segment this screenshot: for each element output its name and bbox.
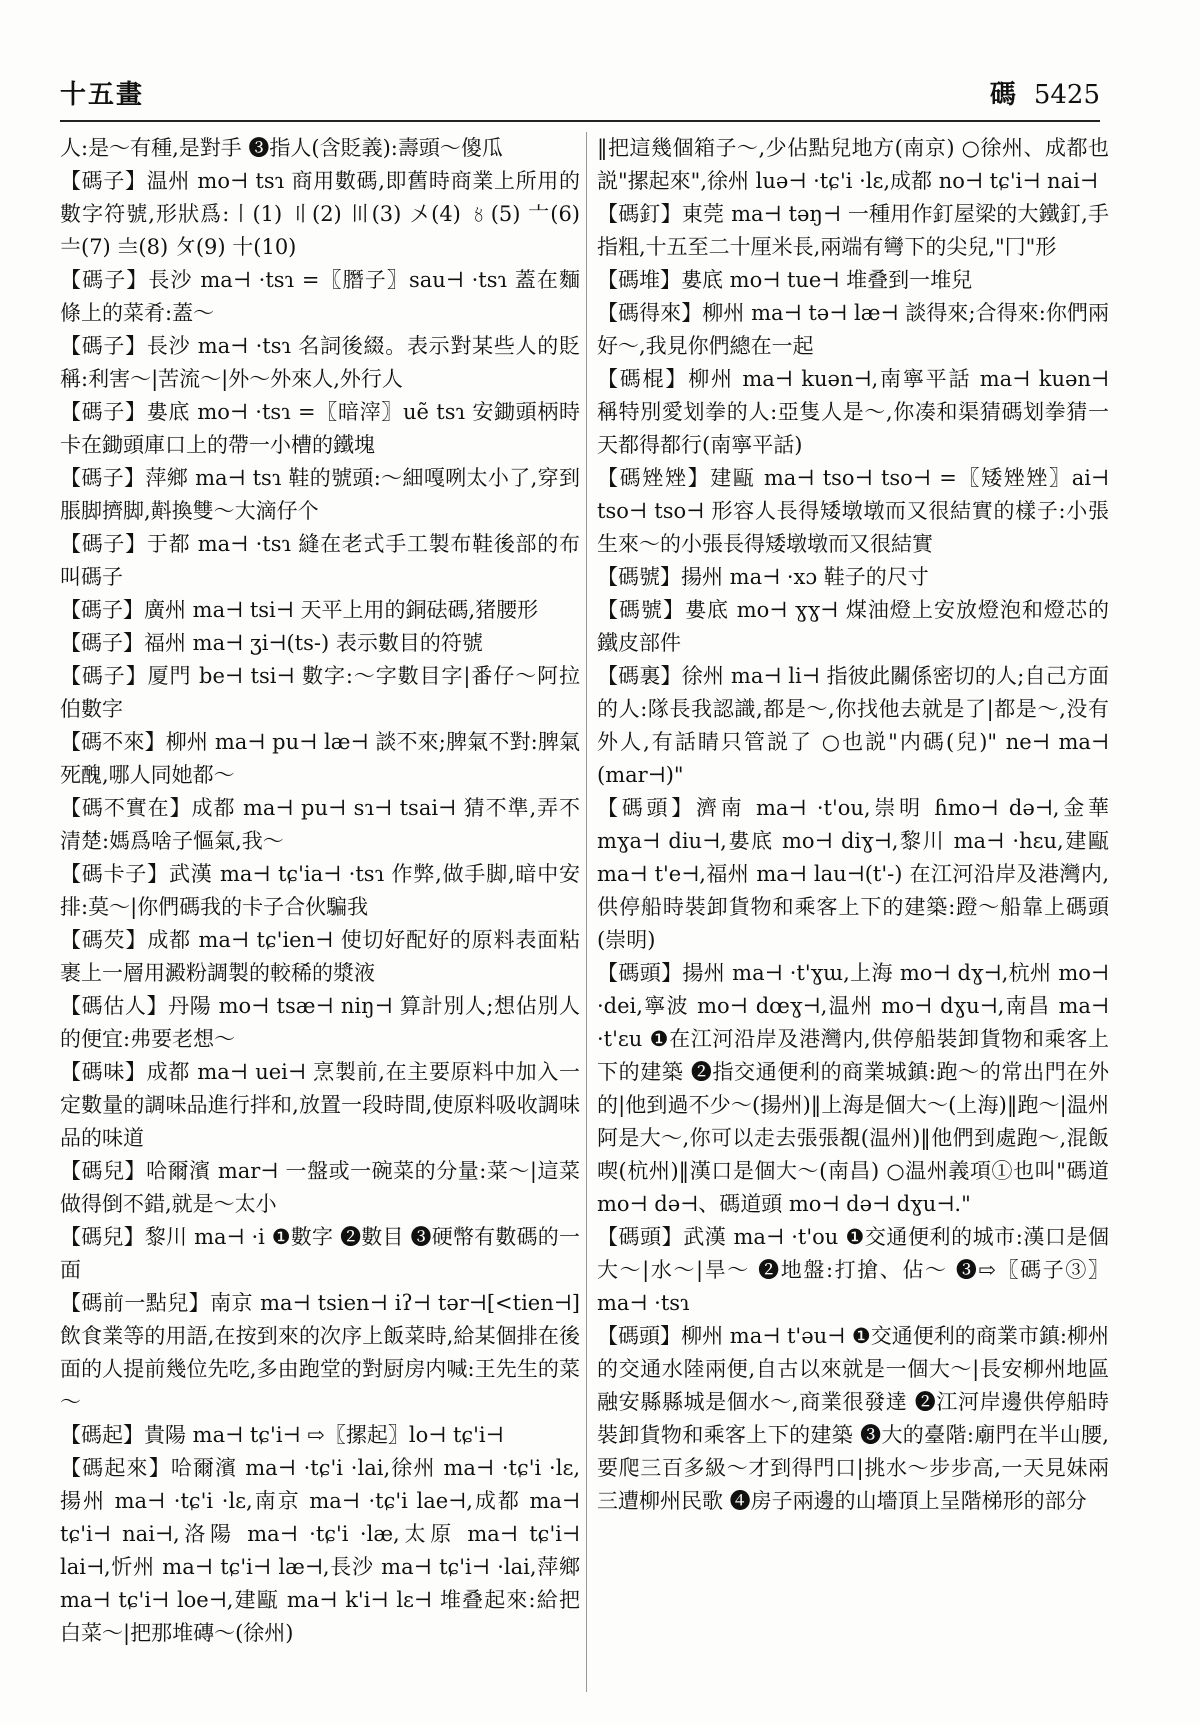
dictionary-entry: 【碼兒】黎川 ma⊣ ·i ❶數字 ❷數目 ❸硬幣有數碼的一面 [60,1225,580,1282]
right-column [597,132,1109,1692]
dictionary-entry: 【碼子】福州 ma⊣ ʒi⊣(ts-) 表示數目的符號 [60,631,483,655]
head-character: 碼 [989,80,1016,110]
dictionary-entry: 【碼卡子】武漢 ma⊣ tɕ'ia⊣ ·tsɿ 作弊,做手脚,暗中安排:莫～|你們碼我的卡子合伙騙我 [60,862,580,919]
column-divider [586,132,587,1692]
dictionary-entry: 【碼不來】柳州 ma⊣ pu⊣ læ⊣ 談不來;脾氣不對:脾氣死醜,哪人同她都～ [60,730,580,787]
dictionary-entry: 【碼子】厦門 be⊣ tsi⊣ 數字:～字數目字|番仔～阿拉伯數字 [60,664,580,721]
dictionary-entry: 【碼號】揚州 ma⊣ ·xɔ 鞋子的尺寸 [597,565,929,589]
dictionary-entry: 【碼子】廣州 ma⊣ tsi⊣ 天平上用的銅砝碼,猪腰形 [60,598,539,622]
dictionary-entry: 【碼釘】東莞 ma⊣ təŋ⊣ 一種用作釘屋梁的大鐵釘,手指粗,十五至二十厘米長,兩端有彎下的尖兒,"冂"形 [597,202,1109,259]
dictionary-entry: ‖把這幾個箱子～,少佔點兒地方(南京) ○徐州、成都也説"摞起來",徐州 luə⊣ ·tɕ'i ·lɛ,成都 no⊣ tɕ'i⊣ nai⊣ [597,136,1109,193]
section-title: 十五畫 [60,80,145,110]
dictionary-entry: 【碼頭】武漢 ma⊣ ·t'ou ❶交通便利的城市:漢口是個大～|水～|旱～ ❷地盤:打搶、佔～ ❸⇨〖碼子③〗ma⊣ ·tsɿ [597,1225,1109,1315]
dictionary-entry: 【碼子】温州 mo⊣ tsɿ 商用數碼,即舊時商業上所用的數字符號,形狀爲:〡(1) 〢(2) 〣(3) 〤(4) 〥(5) 〦(6) 〧(7) 〨(8) 〩(9) 十(10) [60,169,580,259]
dictionary-entry: 【碼頭】濟南 ma⊣ ·t'ou,崇明 ɦmo⊣ də⊣,金華 mɣa⊣ diu⊣,婁底 mo⊣ diɣ⊣,黎川 ma⊣ ·hɛu,建甌 ma⊣ t'e⊣,福州 ma⊣ lau⊣(t'-) 在江河沿岸及港灣内,供停船時裝卸貨物和乘客上下的建築:蹬～船靠上碼頭(崇明) [597,796,1109,952]
left-column [60,132,580,1692]
dictionary-entry: 【碼不實在】成都 ma⊣ pu⊣ sɿ⊣ tsai⊣ 猜不準,弄不清楚:媽爲啥子慪氣,我～ [60,796,580,853]
dictionary-entry: 人:是～有種,是對手 ❸指人(含貶義):壽頭～傻瓜 [60,136,503,160]
dictionary-entry: 【碼味】成都 ma⊣ uei⊣ 烹製前,在主要原料中加入一定數量的調味品進行拌和,放置一段時間,使原料吸收調味品的味道 [60,1060,580,1150]
dictionary-entry: 【碼矬矬】建甌 ma⊣ tso⊣ tso⊣ =〖矮矬矬〗ai⊣ tso⊣ tso⊣ 形容人長得矮墩墩而又很結實的樣子:小張生來～的小張長得矮墩墩而又很結實 [597,466,1109,556]
dictionary-entry: 【碼兒】哈爾濱 mar⊣ 一盤或一碗菜的分量:菜～|這菜做得倒不錯,就是～太小 [60,1159,580,1216]
page-id [990,74,1100,111]
dictionary-entry: 【碼起來】哈爾濱 ma⊣ ·tɕ'i ·lai,徐州 ma⊣ ·tɕ'i ·lɛ,揚州 ma⊣ ·tɕ'i ·lɛ,南京 ma⊣ ·tɕ'i lae⊣,成都 ma⊣ tɕ'i⊣ nai⊣,洛陽 ma⊣ ·tɕ'i ·læ,太原 ma⊣ tɕ'i⊣ lai⊣,忻州 ma⊣ tɕ'i⊣ læ⊣,長沙 ma⊣ tɕ'i⊣ ·lai,萍鄉 ma⊣ tɕ'i⊣ loe⊣,建甌 ma⊣ k'i⊣ lɛ⊣ 堆叠起來:給把白菜～|把那堆磚～(徐州) [60,1456,580,1645]
dictionary-entry: 【碼頭】揚州 ma⊣ ·t'ɣɯ,上海 mo⊣ dɣ⊣,杭州 mo⊣ ·dei,寧波 mo⊣ dœɣ⊣,温州 mo⊣ dɣu⊣,南昌 ma⊣ ·t'ɛu ❶在江河沿岸及港灣内,供停船裝卸貨物和乘客上下的建築 ❷指交通便利的商業城鎮:跑～的常出門在外的|他到過不少～(揚州)‖上海是個大～(上海)‖跑～|温州阿是大～,你可以走去張張覩(温州)‖他們到處跑～,混飯喫(杭州)‖漢口是個大～(南昌) ○温州義項①也叫"碼道 mo⊣ də⊣、碼道頭 mo⊣ də⊣ dɣu⊣." [597,961,1109,1216]
page-header [60,74,1100,114]
dictionary-entry: 【碼子】萍鄉 ma⊣ tsɿ 鞋的號頭:～細嘎咧太小了,穿到脹脚擠脚,斢換雙～大滴仔个 [60,466,580,523]
dictionary-entry: 【碼前一點兒】南京 ma⊣ tsien⊣ iʔ⊣ tər⊣[<tien⊣] 飲食業等的用語,在按到來的次序上飯菜時,給某個排在後面的人提前幾位先吃,多由跑堂的對厨房内喊:王先生的菜～ [60,1291,580,1414]
dictionary-entry: 【碼估人】丹陽 mo⊣ tsæ⊣ niŋ⊣ 算計別人;想佔別人的便宜:弗要老想～ [60,994,580,1051]
dictionary-entry: 【碼棍】柳州 ma⊣ kuən⊣,南寧平話 ma⊣ kuən⊣ 稱特別愛划拳的人:亞隻人是～,你凑和渠猜碼划拳猜一天都得都行(南寧平話) [597,367,1109,457]
header-rule [60,120,1100,122]
dictionary-entry: 【碼子】長沙 ma⊣ ·tsɿ =〖䐶子〗sau⊣ ·tsɿ 蓋在麵條上的菜肴:蓋～ [60,268,580,325]
page-number: 5425 [1033,80,1100,110]
dictionary-entry: 【碼子】婁底 mo⊣ ·tsɿ =〖暗滓〗uẽ tsɿ 安鋤頭柄時卡在鋤頭庫口上的帶一小槽的鐵塊 [60,400,580,457]
dictionary-entry: 【碼芡】成都 ma⊣ tɕ'ien⊣ 使切好配好的原料表面粘裹上一層用澱粉調製的較稀的漿液 [60,928,580,985]
dictionary-entry: 【碼起】貴陽 ma⊣ tɕ'i⊣ ⇨〖摞起〗lo⊣ tɕ'i⊣ [60,1423,504,1447]
dictionary-entry: 【碼子】長沙 ma⊣ ·tsɿ 名詞後綴。表示對某些人的貶稱:利害～|苦流～|外～外來人,外行人 [60,334,580,391]
dictionary-entry: 【碼堆】婁底 mo⊣ tue⊣ 堆叠到一堆兒 [597,268,973,292]
dictionary-entry: 【碼裏】徐州 ma⊣ li⊣ 指彼此關係密切的人;自己方面的人:隊長我認識,都是～,你找他去就是了|都是～,没有外人,有話睛只管説了 ○也説"内碼(兒)" ne⊣ ma⊣ (mar⊣)" [597,664,1109,787]
dictionary-entry: 【碼得來】柳州 ma⊣ tə⊣ læ⊣ 談得來;合得來:你們兩好～,我見你們總在一起 [597,301,1109,358]
dictionary-entry: 【碼子】于都 ma⊣ ·tsɿ 縫在老式手工製布鞋後部的布叫碼子 [60,532,580,589]
dictionary-entry: 【碼頭】柳州 ma⊣ t'əu⊣ ❶交通便利的商業市鎮:柳州的交通水陸兩便,自古以來就是一個大～|長安柳州地區融安縣縣城是個水～,商業很發達 ❷江河岸邊供停船時裝卸貨物和乘客上下的建築 ❸大的臺階:廟門在半山腰,要爬三百多級～才到得門口|挑水～步步高,一天見妹兩三遭柳州民歌 ❹房子兩邊的山墻頂上呈階梯形的部分 [597,1324,1109,1513]
dictionary-entry: 【碼號】婁底 mo⊣ ɣɣ⊣ 煤油燈上安放燈泡和燈芯的鐵皮部件 [597,598,1109,655]
